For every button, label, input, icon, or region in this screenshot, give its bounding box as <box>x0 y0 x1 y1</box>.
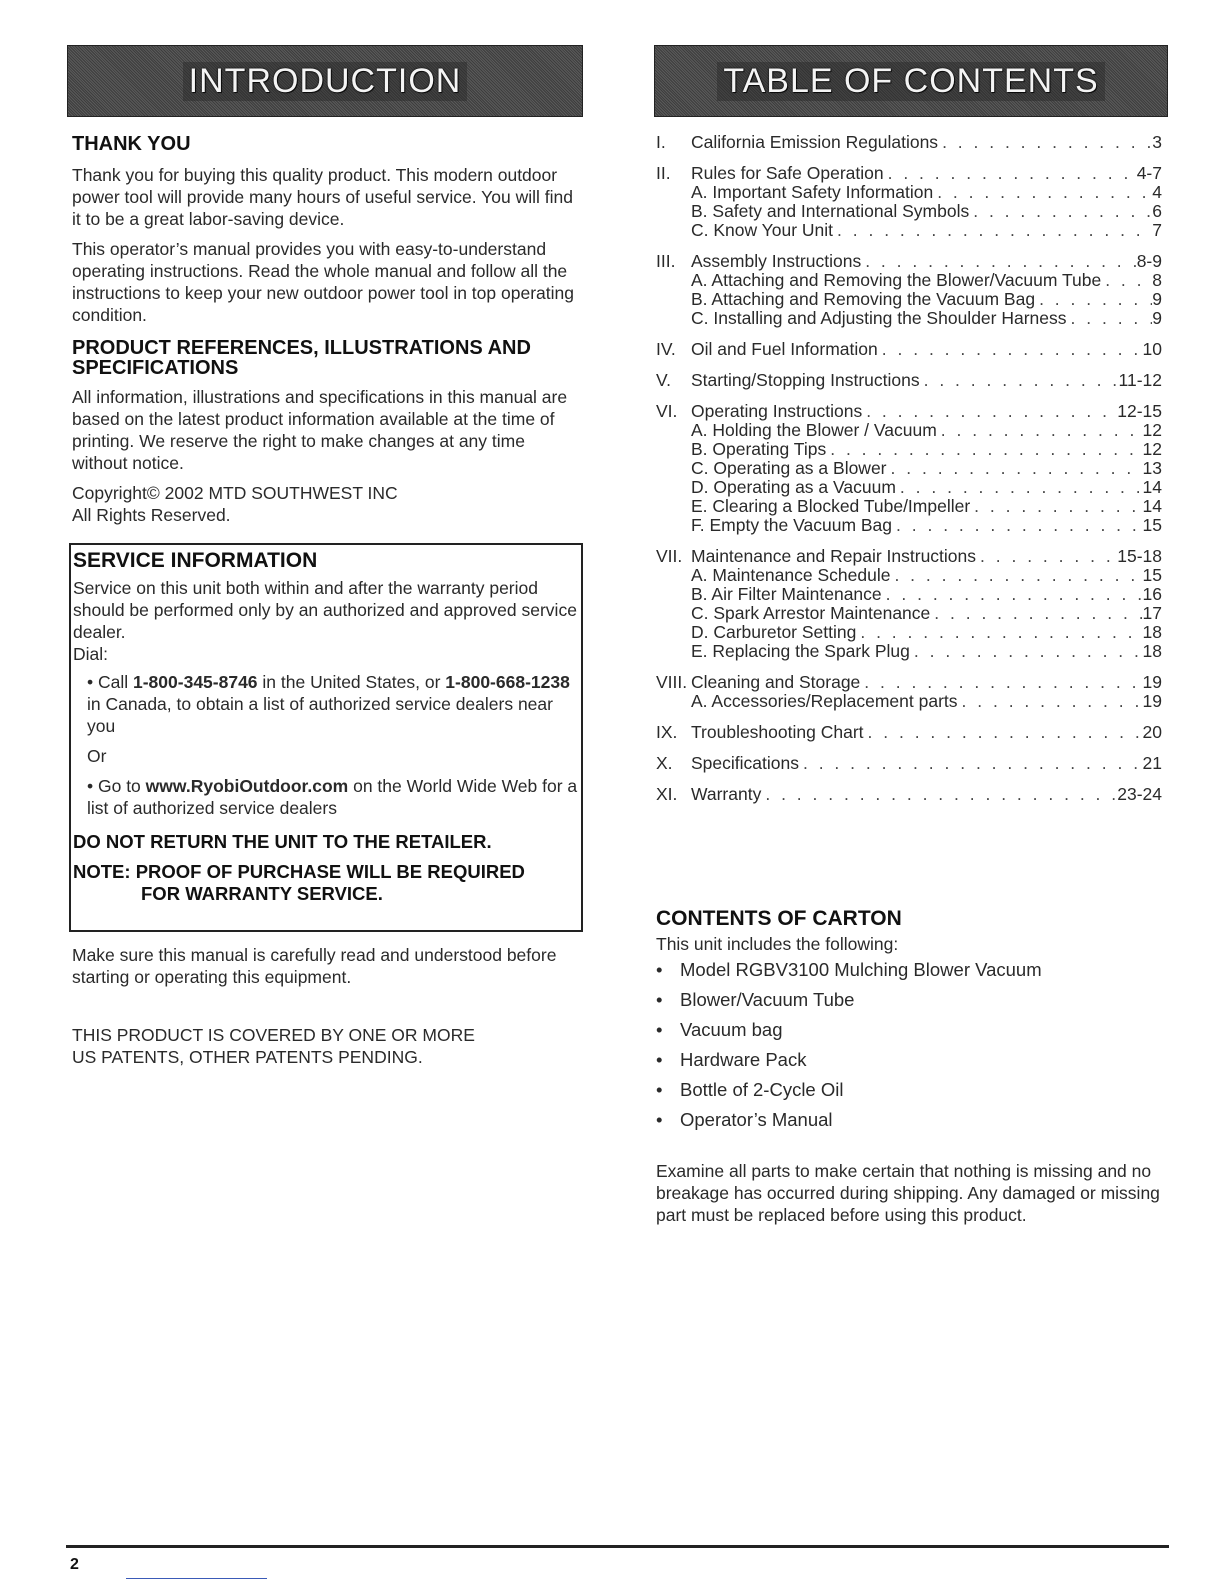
product-references-paragraph: All information, illustrations and specifications in this manual are based on the latest product information available at the time of printing. We reserve the right to make changes at any time without notice. <box>72 387 568 473</box>
read-manual-paragraph: Make sure this manual is carefully read and understood before starting or operating this equipment. <box>72 945 557 987</box>
toc-section-number: VII. <box>656 547 683 566</box>
toc-group <box>656 673 1162 711</box>
toc-page-number: 21 <box>1142 754 1162 773</box>
toc-subsection-title: C. Installing and Adjusting the Shoulder Harness <box>691 309 1067 328</box>
toc-entry[interactable] <box>656 547 1162 566</box>
toc-page-number: 12 <box>1142 421 1162 440</box>
toc-page-number: 6 <box>1152 202 1162 221</box>
toc-page-number: 13 <box>1142 459 1162 478</box>
toc-group <box>656 723 1162 742</box>
toc-leader-dots <box>887 459 1143 478</box>
toc-subentry[interactable] <box>656 604 1162 623</box>
list-item <box>656 1019 1162 1041</box>
toc-subsection-title: B. Air Filter Maintenance <box>691 585 882 604</box>
toc-section-title: Troubleshooting Chart <box>691 723 864 742</box>
toc-subentry[interactable] <box>656 566 1162 585</box>
toc-leader-dots <box>969 202 1152 221</box>
toc-leader-dots <box>856 623 1142 642</box>
copyright-line: Copyright© 2002 MTD SOUTHWEST INC <box>72 483 398 503</box>
carton-item-label: Hardware Pack <box>680 1049 807 1070</box>
toc-section-number: VIII. <box>656 673 688 692</box>
footer-divider <box>126 1578 267 1579</box>
toc-subentry[interactable] <box>656 221 1162 240</box>
toc-entry[interactable] <box>656 340 1162 359</box>
call-bullet-middle: in the United States, or <box>257 672 446 692</box>
list-item <box>656 1049 1162 1071</box>
toc-section-number: IV. <box>656 340 676 359</box>
toc-entry[interactable] <box>656 371 1162 390</box>
toc-leader-dots <box>1067 309 1153 328</box>
toc-subsection-title: D. Carburetor Setting <box>691 623 857 642</box>
toc-section-title: Maintenance and Repair Instructions <box>691 547 977 566</box>
website-bullet <box>87 775 581 819</box>
footer-rule <box>66 1545 1169 1548</box>
toc-subsection-title: A. Maintenance Schedule <box>691 566 891 585</box>
proof-of-purchase-note-cont: FOR WARRANTY SERVICE. <box>141 883 383 904</box>
contents-of-carton-heading: CONTENTS OF CARTON <box>656 907 902 930</box>
toc-subentry[interactable] <box>656 516 1162 535</box>
toc-page-number: 9 <box>1152 309 1162 328</box>
toc-page-number: 7 <box>1152 221 1162 240</box>
toc-leader-dots <box>930 604 1142 623</box>
toc-subentry[interactable] <box>656 202 1162 221</box>
thank-you-heading: THANK YOU <box>72 133 191 155</box>
toc-page-number: 9 <box>1152 290 1162 309</box>
toc-section-title: California Emission Regulations <box>691 133 939 152</box>
do-not-return-warning: DO NOT RETURN THE UNIT TO THE RETAILER. <box>73 831 492 852</box>
list-item <box>656 1109 1162 1131</box>
toc-page-number: 23-24 <box>1117 785 1162 804</box>
read-manual-note <box>72 944 582 996</box>
table-of-contents <box>656 133 1162 816</box>
toc-subentry[interactable] <box>656 309 1162 328</box>
toc-page-number: 18 <box>1142 623 1162 642</box>
toc-subsection-title: F. Empty the Vacuum Bag <box>691 516 893 535</box>
toc-page-number: 11-12 <box>1118 371 1162 390</box>
toc-leader-dots <box>958 692 1143 711</box>
toc-leader-dots <box>862 402 1117 421</box>
carton-item-label: Operator’s Manual <box>680 1109 833 1130</box>
toc-subentry[interactable] <box>656 440 1162 459</box>
website-link[interactable]: www.RyobiOutdoor.com <box>145 776 349 796</box>
examine-parts-paragraph: Examine all parts to make certain that nothing is missing and no breakage has occurred during shipping. Any damaged or missing part must be replaced before using this product. <box>656 1161 1160 1225</box>
toc-subentry[interactable] <box>656 642 1162 661</box>
toc-section-number: VI. <box>656 402 678 421</box>
toc-group <box>656 164 1162 240</box>
table-of-contents-title: TABLE OF CONTENTS <box>717 62 1104 101</box>
toc-leader-dots <box>910 642 1143 661</box>
toc-subentry[interactable] <box>656 585 1162 604</box>
toc-page-number: 16 <box>1142 585 1162 604</box>
toc-page-number: 14 <box>1142 497 1162 516</box>
toc-leader-dots <box>860 673 1142 692</box>
toc-leader-dots <box>1035 290 1152 309</box>
toc-leader-dots <box>833 221 1152 240</box>
toc-group <box>656 133 1162 152</box>
toc-leader-dots <box>864 723 1143 742</box>
carton-item-label: Blower/Vacuum Tube <box>680 989 855 1010</box>
toc-subentry[interactable] <box>656 692 1162 711</box>
carton-item-label: Model RGBV3100 Mulching Blower Vacuum <box>680 959 1042 980</box>
toc-group <box>656 754 1162 773</box>
list-item <box>656 1079 1162 1101</box>
toc-page-number: 19 <box>1142 673 1162 692</box>
toc-subsection-title: A. Accessories/Replacement parts <box>691 692 958 711</box>
toc-leader-dots <box>861 252 1137 271</box>
toc-subentry[interactable] <box>656 497 1162 516</box>
toc-section-number: II. <box>656 164 671 183</box>
service-information-heading: SERVICE INFORMATION <box>73 549 318 572</box>
toc-entry[interactable] <box>656 785 1162 804</box>
dial-label: Dial: <box>73 644 109 664</box>
toc-page-number: 4 <box>1152 183 1162 202</box>
toc-leader-dots <box>890 566 1142 585</box>
table-of-contents-banner <box>654 45 1168 117</box>
toc-entry[interactable] <box>656 723 1162 742</box>
toc-section-number: V. <box>656 371 671 390</box>
patent-notice <box>72 1024 582 1068</box>
toc-leader-dots <box>976 547 1117 566</box>
contents-of-carton-section <box>656 907 1162 1139</box>
toc-page-number: 15-18 <box>1117 547 1162 566</box>
toc-page-number: 4-7 <box>1136 164 1162 183</box>
toc-page-number: 19 <box>1142 692 1162 711</box>
toc-page-number: 20 <box>1142 723 1162 742</box>
toc-leader-dots <box>938 133 1152 152</box>
toc-group <box>656 252 1162 328</box>
toc-subsection-title: C. Know Your Unit <box>691 221 834 240</box>
toc-page-number: 17 <box>1142 604 1162 623</box>
toc-leader-dots <box>920 371 1119 390</box>
toc-leader-dots <box>892 516 1143 535</box>
toc-subentry[interactable] <box>656 623 1162 642</box>
introduction-banner <box>67 45 583 117</box>
list-item <box>656 959 1162 981</box>
toc-subentry[interactable] <box>656 478 1162 497</box>
toc-page-number: 12-15 <box>1117 402 1162 421</box>
toc-subentry[interactable] <box>656 183 1162 202</box>
toc-leader-dots <box>882 585 1143 604</box>
toc-leader-dots <box>799 754 1143 773</box>
toc-section-number: X. <box>656 754 673 773</box>
toc-section-title: Warranty <box>691 785 762 804</box>
toc-entry[interactable] <box>656 252 1162 271</box>
toc-subsection-title: A. Holding the Blower / Vacuum <box>691 421 937 440</box>
toc-subentry[interactable] <box>656 421 1162 440</box>
toc-subentry[interactable] <box>656 290 1162 309</box>
toc-section-number: XI. <box>656 785 678 804</box>
toc-leader-dots <box>1101 271 1152 290</box>
product-references-heading: PRODUCT REFERENCES, ILLUSTRATIONS AND SPECIFICATIONS <box>72 337 531 379</box>
call-bullet-suffix: in Canada, to obtain a list of authorized service dealers near you <box>87 694 553 736</box>
toc-subsection-title: E. Replacing the Spark Plug <box>691 642 910 661</box>
call-bullet-prefix: • Call <box>87 672 133 692</box>
toc-subsection-title: E. Clearing a Blocked Tube/Impeller <box>691 497 971 516</box>
toc-entry[interactable] <box>656 673 1162 692</box>
examine-parts-note <box>656 1160 1164 1234</box>
carton-item-label: Vacuum bag <box>680 1019 783 1040</box>
toc-page-number: 3 <box>1152 133 1162 152</box>
toc-subsection-title: B. Safety and International Symbols <box>691 202 970 221</box>
us-phone-number[interactable]: 1-800-345-8746 <box>133 672 258 692</box>
proof-of-purchase-note: NOTE: PROOF OF PURCHASE WILL BE REQUIRED <box>73 861 525 882</box>
toc-page-number: 10 <box>1142 340 1162 359</box>
toc-group <box>656 340 1162 359</box>
toc-section-number: I. <box>656 133 666 152</box>
list-item <box>656 989 1162 1011</box>
toc-leader-dots <box>896 478 1143 497</box>
toc-entry[interactable] <box>656 133 1162 152</box>
toc-page-number: 15 <box>1142 516 1162 535</box>
toc-section-title: Cleaning and Storage <box>691 673 861 692</box>
or-label: Or <box>87 746 107 766</box>
toc-subsection-title: A. Attaching and Removing the Blower/Vacuum Tube <box>691 271 1102 290</box>
rights-line: All Rights Reserved. <box>72 505 231 525</box>
patent-line-1: THIS PRODUCT IS COVERED BY ONE OR MORE <box>72 1025 475 1045</box>
introduction-section <box>72 133 582 534</box>
toc-leader-dots <box>878 340 1143 359</box>
toc-section-title: Operating Instructions <box>691 402 863 421</box>
toc-leader-dots <box>884 164 1137 183</box>
toc-section-number: III. <box>656 252 676 271</box>
toc-subsection-title: D. Operating as a Vacuum <box>691 478 896 497</box>
toc-page-number: 8-9 <box>1136 252 1162 271</box>
toc-section-title: Starting/Stopping Instructions <box>691 371 920 390</box>
thank-you-paragraph-2: This operator’s manual provides you with easy-to-understand operating instructions. Read the whole manual and follow all the instructions to keep your new outdoor power tool in top operating condition. <box>72 239 574 325</box>
toc-group <box>656 402 1162 535</box>
toc-entry[interactable] <box>656 754 1162 773</box>
toc-subentry[interactable] <box>656 271 1162 290</box>
service-paragraph: Service on this unit both within and after the warranty period should be performed only by an authorized and approved service dealer. <box>73 578 577 642</box>
carton-items-list <box>656 959 1162 1131</box>
toc-subsection-title: B. Attaching and Removing the Vacuum Bag <box>691 290 1036 309</box>
toc-group <box>656 785 1162 804</box>
canada-phone-number[interactable]: 1-800-668-1238 <box>445 672 570 692</box>
carton-item-label: Bottle of 2-Cycle Oil <box>680 1079 844 1100</box>
toc-entry[interactable] <box>656 164 1162 183</box>
toc-leader-dots <box>970 497 1142 516</box>
toc-subsection-title: A. Important Safety Information <box>691 183 934 202</box>
toc-section-title: Rules for Safe Operation <box>691 164 884 183</box>
carton-intro: This unit includes the following: <box>656 934 899 954</box>
toc-group <box>656 371 1162 390</box>
toc-leader-dots <box>826 440 1142 459</box>
toc-leader-dots <box>937 421 1143 440</box>
service-information-box <box>69 543 583 932</box>
toc-section-title: Specifications <box>691 754 799 773</box>
toc-page-number: 14 <box>1142 478 1162 497</box>
toc-group <box>656 547 1162 661</box>
thank-you-paragraph-1: Thank you for buying this quality product. This modern outdoor power tool will provide many hours of useful service. You will find it to be a great labor-saving device. <box>72 165 573 229</box>
introduction-title: INTRODUCTION <box>183 62 468 101</box>
call-bullet <box>87 671 581 737</box>
toc-entry[interactable] <box>656 402 1162 421</box>
toc-leader-dots <box>761 785 1117 804</box>
toc-page-number: 8 <box>1152 271 1162 290</box>
toc-leader-dots <box>933 183 1152 202</box>
website-bullet-suffix: on the World Wide Web for a list of authorized service dealers <box>87 776 578 818</box>
toc-subsection-title: C. Operating as a Blower <box>691 459 887 478</box>
patent-line-2: US PATENTS, OTHER PATENTS PENDING. <box>72 1047 423 1067</box>
toc-subsection-title: B. Operating Tips <box>691 440 827 459</box>
toc-page-number: 15 <box>1142 566 1162 585</box>
toc-section-title: Oil and Fuel Information <box>691 340 878 359</box>
website-bullet-prefix: • Go to <box>87 776 146 796</box>
toc-section-number: IX. <box>656 723 678 742</box>
toc-page-number: 12 <box>1142 440 1162 459</box>
page-number: 2 <box>70 1556 79 1573</box>
toc-page-number: 18 <box>1142 642 1162 661</box>
toc-subsection-title: C. Spark Arrestor Maintenance <box>691 604 931 623</box>
toc-section-title: Assembly Instructions <box>691 252 862 271</box>
toc-subentry[interactable] <box>656 459 1162 478</box>
